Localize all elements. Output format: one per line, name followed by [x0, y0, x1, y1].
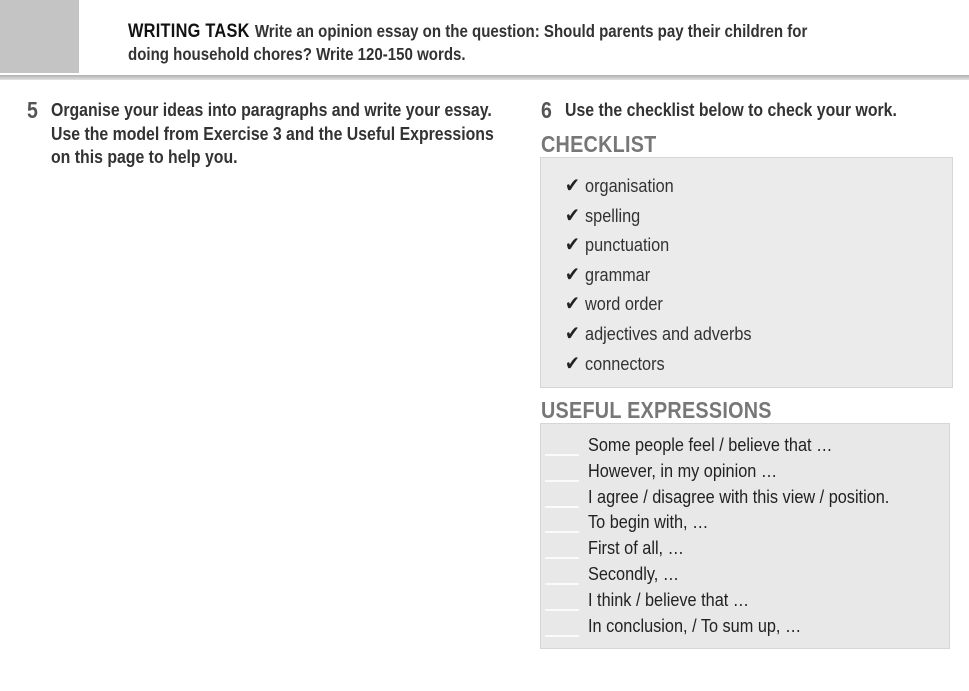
task-text-line1: Write an opinion essay on the question: Should parents pay their children for: [254, 21, 808, 41]
checkmark-icon: ✔: [565, 323, 580, 345]
expression-text: Secondly, …: [588, 563, 680, 584]
useful-expressions-title: USEFUL EXPRESSIONS: [541, 397, 772, 423]
checklist-item: [565, 351, 665, 376]
expression-row: [541, 589, 941, 615]
useful-expressions-box: [540, 423, 950, 649]
expression-row: [541, 486, 941, 512]
checklist-item: [565, 203, 640, 228]
checkmark-icon: ✔: [565, 175, 580, 197]
corner-block: [0, 0, 79, 73]
write-line: [545, 506, 579, 508]
expression-text: To begin with, …: [588, 511, 709, 532]
checkmark-icon: ✔: [565, 293, 580, 315]
expression-row: [541, 615, 941, 641]
checkmark-icon: ✔: [565, 234, 580, 256]
checklist-item-label: organisation: [585, 175, 674, 196]
exercise-5-line: Organise your ideas into paragraphs and write your essay.: [51, 100, 492, 120]
exercise-5-instructions: [51, 99, 494, 170]
exercise-5-line: on this page to help you.: [51, 147, 238, 167]
checklist-item-label: adjectives and adverbs: [585, 323, 752, 344]
exercise-5-number: 5: [27, 97, 38, 123]
expression-text: I agree / disagree with this view / position.: [588, 486, 890, 507]
expression-text: In conclusion, / To sum up, …: [588, 615, 802, 636]
write-line: [545, 454, 579, 456]
task-line-1: [128, 20, 833, 43]
expression-row: [541, 537, 941, 563]
checkmark-icon: ✔: [565, 353, 580, 375]
header-divider: [0, 75, 969, 80]
expression-text: Some people feel / believe that …: [588, 434, 833, 455]
checkmark-icon: ✔: [565, 205, 580, 227]
checklist-item-label: punctuation: [585, 234, 670, 255]
exercise-6-instructions: Use the checklist below to check your work.: [565, 100, 897, 120]
checklist-title: CHECKLIST: [541, 131, 657, 157]
checklist-item: [565, 321, 752, 346]
expression-text: First of all, …: [588, 537, 684, 558]
write-line: [545, 531, 579, 533]
checklist-item-label: word order: [585, 293, 663, 314]
expression-row: [541, 511, 941, 537]
write-line: [545, 635, 579, 637]
expression-row: [541, 434, 941, 460]
checklist-item-label: connectors: [585, 353, 665, 374]
write-line: [545, 557, 579, 559]
expression-text: However, in my opinion …: [588, 460, 778, 481]
task-label: WRITING TASK: [128, 21, 250, 42]
expression-text: I think / believe that …: [588, 589, 750, 610]
checklist-item: [565, 173, 674, 198]
checklist-item: [565, 262, 650, 287]
checkmark-icon: ✔: [565, 264, 580, 286]
exercise-6-number: 6: [541, 97, 552, 123]
checklist-item: [565, 291, 663, 316]
checklist-item: [565, 232, 669, 257]
task-text-line2: doing household chores? Write 120-150 words.: [128, 44, 466, 64]
checklist-box: [540, 157, 953, 388]
write-line: [545, 583, 579, 585]
writing-task-header: [128, 20, 833, 66]
checklist-item-label: spelling: [585, 205, 641, 226]
checklist-item-label: grammar: [585, 264, 651, 285]
exercise-5-line: Use the model from Exercise 3 and the Useful Expressions: [51, 123, 494, 144]
expression-row: [541, 563, 941, 589]
write-line: [545, 609, 579, 611]
write-line: [545, 480, 579, 482]
expression-row: [541, 460, 941, 486]
